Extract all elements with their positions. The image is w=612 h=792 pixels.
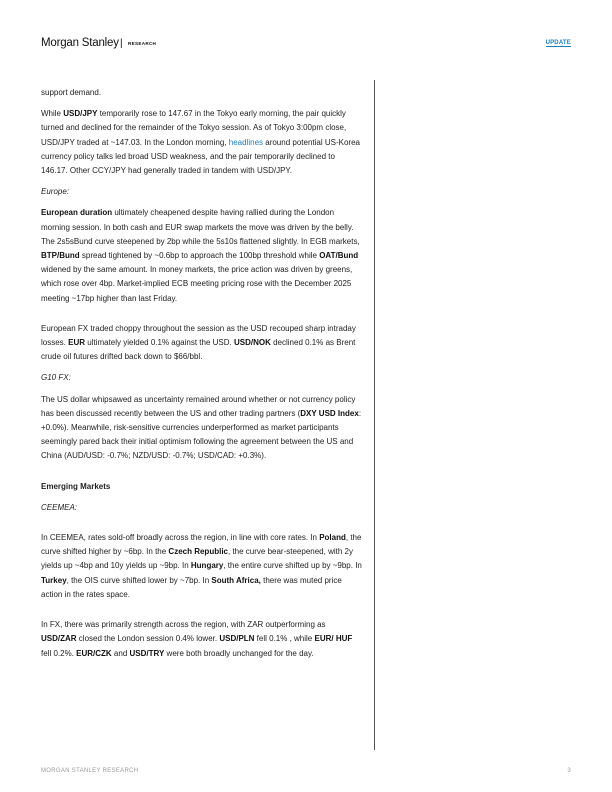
section-tag: RESEARCH xyxy=(128,41,157,46)
headlines-link[interactable]: headlines xyxy=(228,137,264,147)
footer-publisher: MORGAN STANLEY RESEARCH xyxy=(41,768,139,774)
ceemea-label: CEEMEA: xyxy=(41,502,78,512)
paragraph-ceemea-rates: In CEEMEA, rates sold-off broadly across the region, in line with core rates. In Poland, the curve shifted higher by ~6bp. In the Czech Republic, the curve bear-steepened, with 2y yields up ~4bp and 10y yields up ~9bp. In Hungary, the entire curve shifted up by ~9bp. In Turkey, the OIS curve shifted lower by ~7bp. In South Africa, there was muted price action in the rates space. xyxy=(41,533,362,599)
paragraph-support-demand: support demand. xyxy=(41,88,102,97)
update-badge[interactable]: UPDATE xyxy=(545,40,571,46)
main-text-column xyxy=(41,86,363,668)
g10-label: G10 FX: xyxy=(41,373,71,383)
europe-label: Europe: xyxy=(41,187,70,197)
paragraph-usdjpy: While USD/JPY temporarily rose to 147.67 in the Tokyo early morning, the pair quickly turned and declined for the remainder of the Tokyo session. As of Tokyo 3:00pm close, USD/JPY traded at ~147.03. In the London morning, headlines around potential US-Korea currency policy talks led broad USD weakness, and the pair temporarily declined to 146.17. Other CCY/JPY had generally traded in tandem with USD/JPY. xyxy=(41,109,360,176)
emerging-markets-heading: Emerging Markets xyxy=(41,481,111,491)
paragraph-ceemea-fx: In FX, there was primarily strength across the region, with ZAR outperforming as USD/ZAR closed the London session 0.4% lower. USD/PLN fell 0.1% , while EUR/ HUF fell 0.2%. EUR/CZK and USD/TRY were both broadly unchanged for the day. xyxy=(41,620,353,658)
paragraph-g10-fx: The US dollar whipsawed as uncertainty remained around whether or not currency policy has been discussed recently between the US and other trading partners (DXY USD Index: +0.0%). Meanwhile, risk-sensitive currencies underperformed as market participants seemingly pared back their initial optimism following the agreement between the US and China (AUD/USD: -0.7%; NZD/USD: -0.7%; USD/CAD: +0.3%). xyxy=(41,394,362,461)
column-divider xyxy=(374,80,375,750)
page-header xyxy=(41,37,571,51)
page-number: 3 xyxy=(567,768,571,774)
header-separator: | xyxy=(120,38,123,49)
page-footer xyxy=(41,768,571,774)
brand-logo: Morgan Stanley xyxy=(41,37,119,49)
paragraph-european-duration: European duration ultimately cheapened despite having rallied during the London morning session. In both cash and EUR swap markets the move was driven by the belly. The 2s5sBund curve steepened by 2bp while the 5s10s flattened slightly. In EGB markets, BTP/Bund spread tightened by ~0.6bp to approach the 100bp threshold while OAT/Bund widened by the same amount. In money markets, the price action was driven by greens, which rose over 4bp. Market-implied ECB meeting pricing rose with the December 2025 meeting ~17bp higher than last Friday. xyxy=(41,208,360,303)
paragraph-european-fx: European FX traded choppy throughout the session as the USD recouped sharp intraday losses. EUR ultimately yielded 0.1% against the USD. USD/NOK declined 0.1% as Brent crude oil futures drifted back down to $66/bbl. xyxy=(41,323,356,362)
